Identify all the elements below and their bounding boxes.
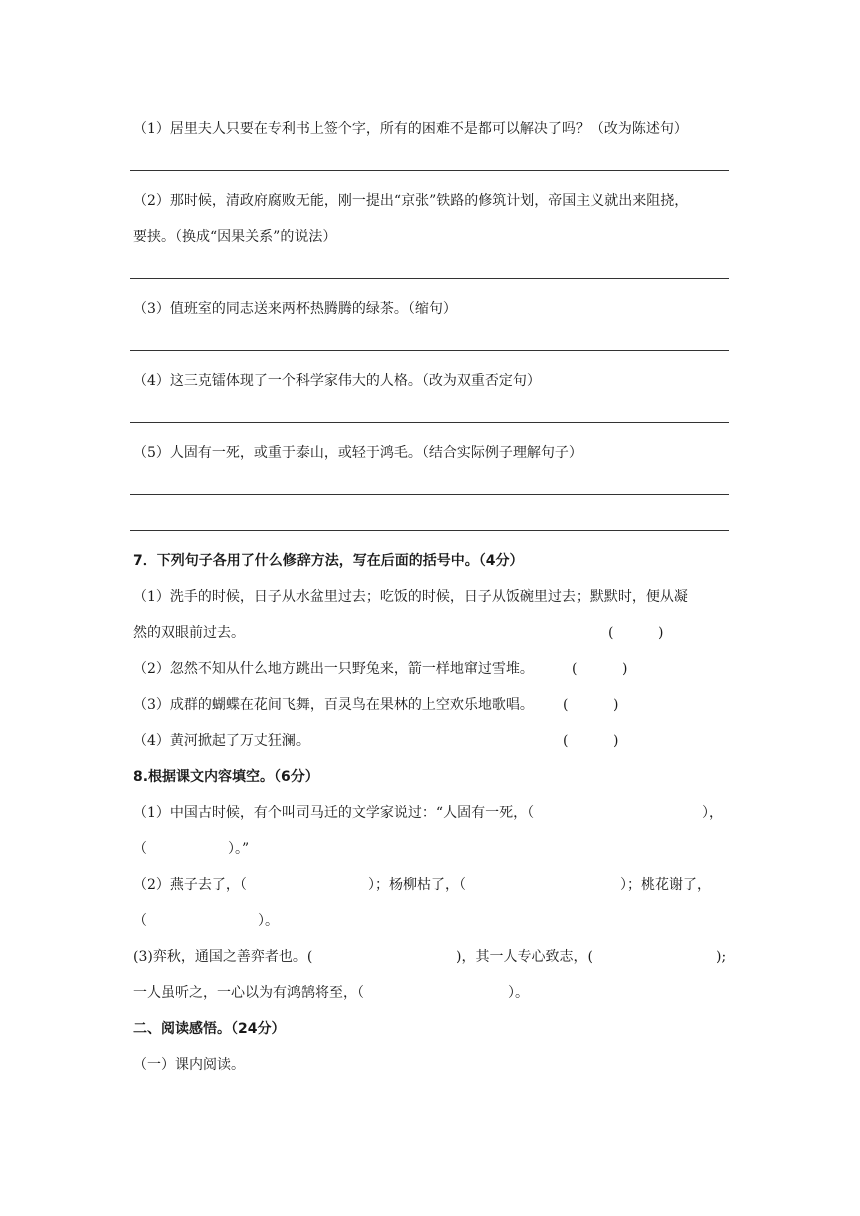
fill-blank-close: ）。 xyxy=(258,913,279,929)
question-7-4: （4）黄河掀起了万丈狂澜。 xyxy=(133,733,310,749)
section-8-title: 8.根据课文内容填空。（6分） xyxy=(133,769,319,785)
question-6-4: （4）这三克镭体现了一个科学家伟大的人格。（改为双重否定句） xyxy=(133,373,541,389)
question-7-1-line1: （1）洗手的时候，日子从水盆里过去；吃饭的时候，日子从饭碗里过去；默默时，便从凝 xyxy=(133,589,688,605)
fill-blank-close: ）。 xyxy=(508,985,529,1001)
section-2-title: 二、阅读感悟。（24分） xyxy=(133,1021,286,1037)
section-7-title: 7．下列句子各用了什么修辞方法，写在后面的括号中。（4分） xyxy=(133,553,524,569)
fill-blank-open: （ xyxy=(133,913,147,929)
answer-line xyxy=(130,350,729,351)
answer-blank[interactable]: ( ) xyxy=(563,697,619,713)
fill-blank-open: （ xyxy=(133,841,147,857)
question-6-3: （3）值班室的同志送来两杯热腾腾的绿茶。（缩句） xyxy=(133,301,457,317)
fill-blank-close: ); xyxy=(716,949,727,965)
question-6-5: （5）人固有一死，或重于泰山，或轻于鸿毛。（结合实际例子理解句子） xyxy=(133,445,583,461)
question-8-3-line2: 一人虽听之，一心以为有鸿鹄将至，（ xyxy=(133,985,364,1001)
question-6-2-line1: （2）那时候，清政府腐败无能，刚一提出“京张”铁路的修筑计划，帝国主义就出来阻挠， xyxy=(133,193,689,209)
question-6-2-line2: 要挟。（换成“因果关系”的说法） xyxy=(133,229,337,245)
subsection-1-title: （一）课内阅读。 xyxy=(133,1057,245,1073)
fill-blank-mid: )，其一人专心致志，( xyxy=(456,949,593,965)
fill-blank-close: ）， xyxy=(702,805,723,821)
answer-line xyxy=(130,422,729,423)
answer-blank[interactable]: ( ) xyxy=(563,733,619,749)
answer-line xyxy=(130,494,729,495)
question-7-2: （2）忽然不知从什么地方跳出一只野兔来，箭一样地窜过雪堆。 xyxy=(133,661,534,677)
question-7-3: （3）成群的蝴蝶在花间飞舞，百灵鸟在果林的上空欢乐地歌唱。 xyxy=(133,697,534,713)
answer-blank[interactable]: ( ) xyxy=(608,625,664,641)
answer-line xyxy=(130,530,729,531)
question-8-2-line1: （2）燕子去了，（ xyxy=(133,877,247,893)
answer-blank[interactable]: ( ) xyxy=(572,661,628,677)
question-6-1: （1）居里夫人只要在专利书上签个字，所有的困难不是都可以解决了吗？（改为陈述句） xyxy=(133,121,688,137)
answer-line xyxy=(130,278,729,279)
question-8-1-line1: （1）中国古时候，有个叫司马迁的文学家说过：“人固有一死，（ xyxy=(133,805,535,821)
fill-blank-mid: ）；桃花谢了， xyxy=(620,877,711,893)
fill-blank-close: ）。” xyxy=(228,841,250,857)
question-8-3-line1: (3)弈秋，通国之善弈者也。( xyxy=(133,949,313,965)
question-7-1-line2: 然的双眼前过去。 xyxy=(133,625,245,641)
fill-blank-mid: ）；杨柳枯了，（ xyxy=(368,877,466,893)
answer-line xyxy=(130,170,729,171)
